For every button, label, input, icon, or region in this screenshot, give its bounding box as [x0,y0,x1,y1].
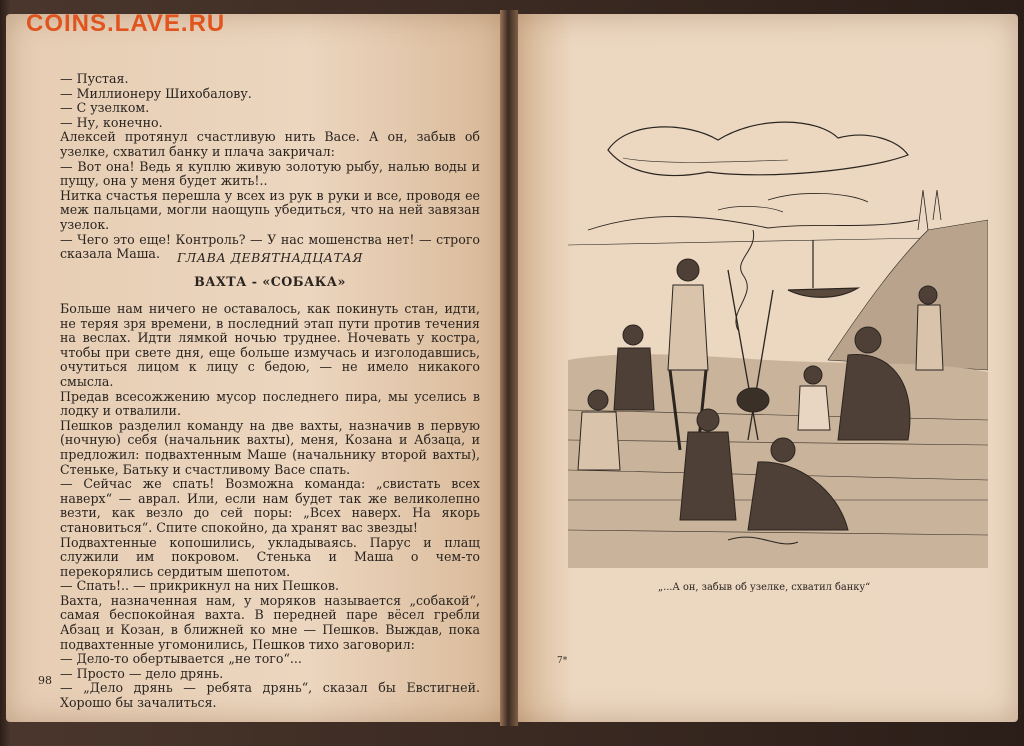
chapter-heading: ГЛАВА ДЕВЯТНАДЦАТАЯ [176,250,363,265]
illustration-caption: „...А он, забыв об узелке, схватил банку“ [658,582,871,593]
page-number: 98 [38,674,52,687]
watermark: COINS.LAVE.RU [26,10,226,37]
campfire-illustration [568,110,988,568]
paragraph: Подвахтенные копошились, укладываясь. Парус и плащ служили им покровом. Стенька и Маша о чем-то перекорялись сердитым шепотом. [60,534,480,579]
paragraph: Предав всесожжению мусор последнего пира, мы уселись в лодку и отвалили. [60,388,480,419]
paragraph: — Сейчас же спать! Возможна команда: „свистать всех наверх“ — аврал. Или, если нам будет так же великолепно везти, как везло до сей поры: „Всех наверх. На якорь становиться“. Спите спокойно, да хранят вас звезды! [60,476,480,535]
paragraph: Нитка счастья перешла у всех из рук в руки и все, проводя ее меж пальцами, могли наощупь убедиться, что на ней завязан узелок. [60,187,480,232]
paragraph: — „Дело дрянь — ребята дрянь“, сказал бы Евстигней. Хорошо бы зачалиться. [60,680,480,711]
book-gutter [500,10,518,726]
paragraph: Больше нам ничего не оставалось, как покинуть стан, идти, не теряя зря времени, в последний этап пути против течения на веслах. Идти лямкой ночью труднее. Ночевать у костра, чтобы при свете дня, еще больше измучась и изголодавшись, очутиться лицом к лицу с бедою, — не имело никакого смысла. [60,301,480,389]
left-page-top-text [60,72,480,262]
paragraph: Вахта, назначенная нам, у моряков называется „собакой“, самая беспокойная вахта. В передней паре вёсел гребли Абзац и Козан, в ближней ко мне — Пешков. Выждав, пока подвахтенные угомонились, Пешков тихо заговорил: [60,592,480,652]
left-page-body [60,302,480,711]
dialogue-line: — Пустая. [60,71,129,86]
paragraph: — Спать!.. — прикрикнул на них Пешков. [60,578,339,594]
dialogue-line: — Ну, конечно. [60,114,163,130]
paragraph: — Вот она! Ведь я куплю живую золотую рыбу, налью воды и пущу, она у меня будет жить!.. [60,158,480,189]
chapter-title: ВАХТА - «СОБАКА» [194,274,346,289]
dialogue-line: — Миллионеру Шихобалову. [60,85,252,101]
paragraph: — Дело-то обертывается „не того“... [60,651,302,667]
dialogue-line: — С узелком. [60,100,150,116]
paragraph: Пешков разделил команду на две вахты, назначив в первую (ночную) себя (начальник вахты), меня, Козана и Абзаца, и предложил: подвахтенным Маше (начальнику второй вахты), Стеньке, Батьку и счастливому Васе спать. [60,417,480,477]
paragraph: — Просто — дело дрянь. [60,665,224,681]
signature-mark: 7* [557,656,568,666]
paragraph: Алексей протянул счастливую нить Васе. А он, забыв об узелке, схватил банку и плача закричал: [60,129,480,159]
paragraph: — Чего это еще! Контроль? — У нас мошенства нет! — строго сказала Маша. [60,231,480,262]
